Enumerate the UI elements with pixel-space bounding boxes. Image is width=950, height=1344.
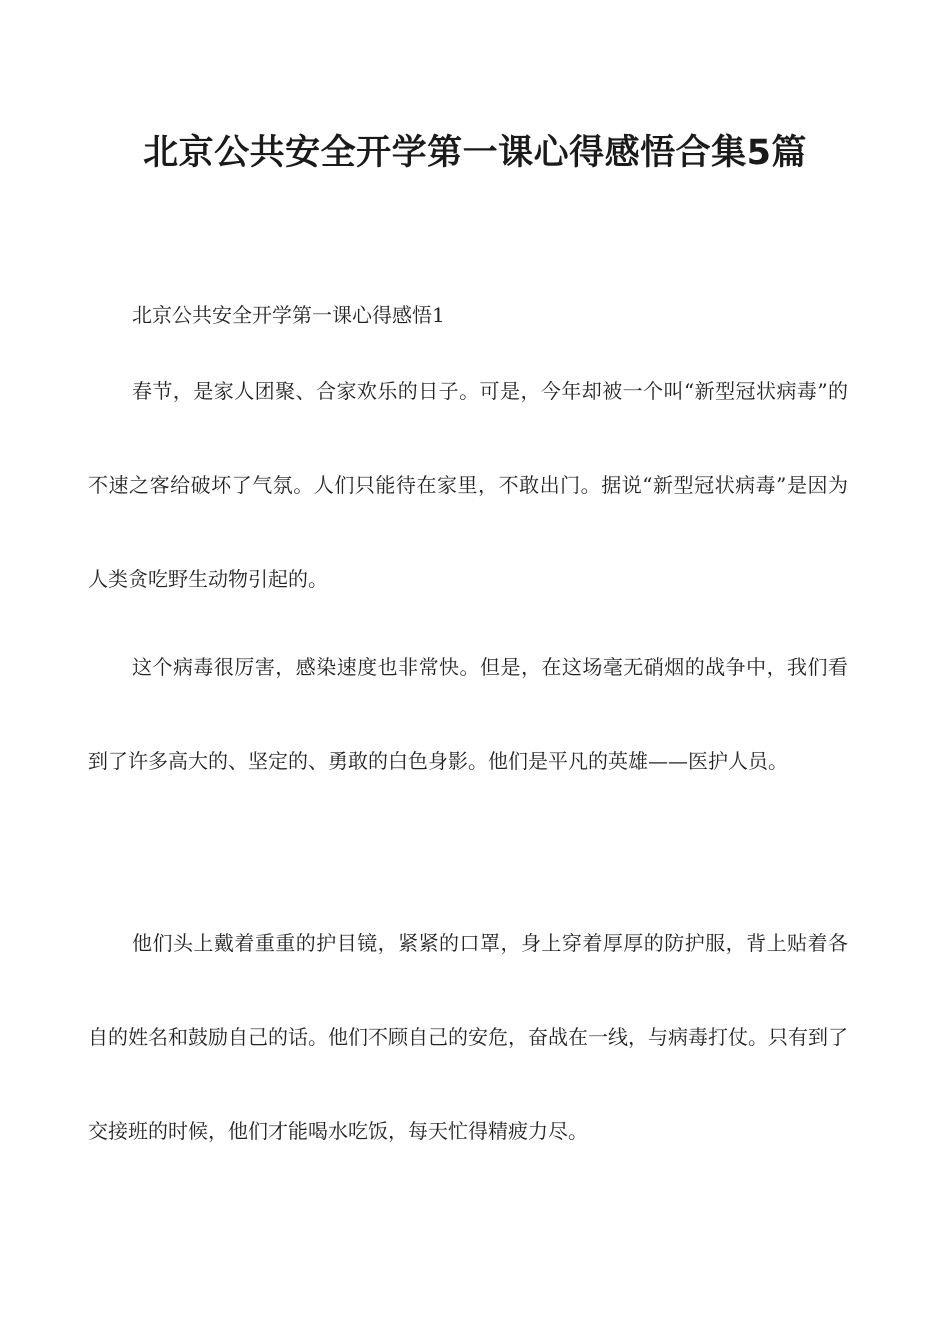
- document-title: 北京公共安全开学第一课心得感悟合集5篇: [143, 133, 807, 173]
- paragraph-1: 春节，是家人团聚、合家欢乐的日子。可是，今年却被一个叫“新型冠状病毒”的不速之客给破坏了气氛。人们只能待在家里，不敢出门。据说“新型冠状病毒”是因为人类贪吃野生动物引起的。: [88, 379, 848, 591]
- section-heading: 北京公共安全开学第一课心得感悟1: [132, 303, 445, 327]
- paragraph-2: 这个病毒很厉害，感染速度也非常快。但是，在这场毫无硝烟的战争中，我们看到了许多高大的、坚定的、勇敢的白色身影。他们是平凡的英雄——医护人员。: [88, 655, 848, 773]
- paragraph-3: 他们头上戴着重重的护目镜，紧紧的口罩，身上穿着厚厚的防护服，背上贴着各自的姓名和鼓励自己的话。他们不顾自己的安危，奋战在一线，与病毒打仗。只有到了交接班的时候，他们才能喝水吃饭，每天忙得精疲力尽。: [88, 931, 848, 1143]
